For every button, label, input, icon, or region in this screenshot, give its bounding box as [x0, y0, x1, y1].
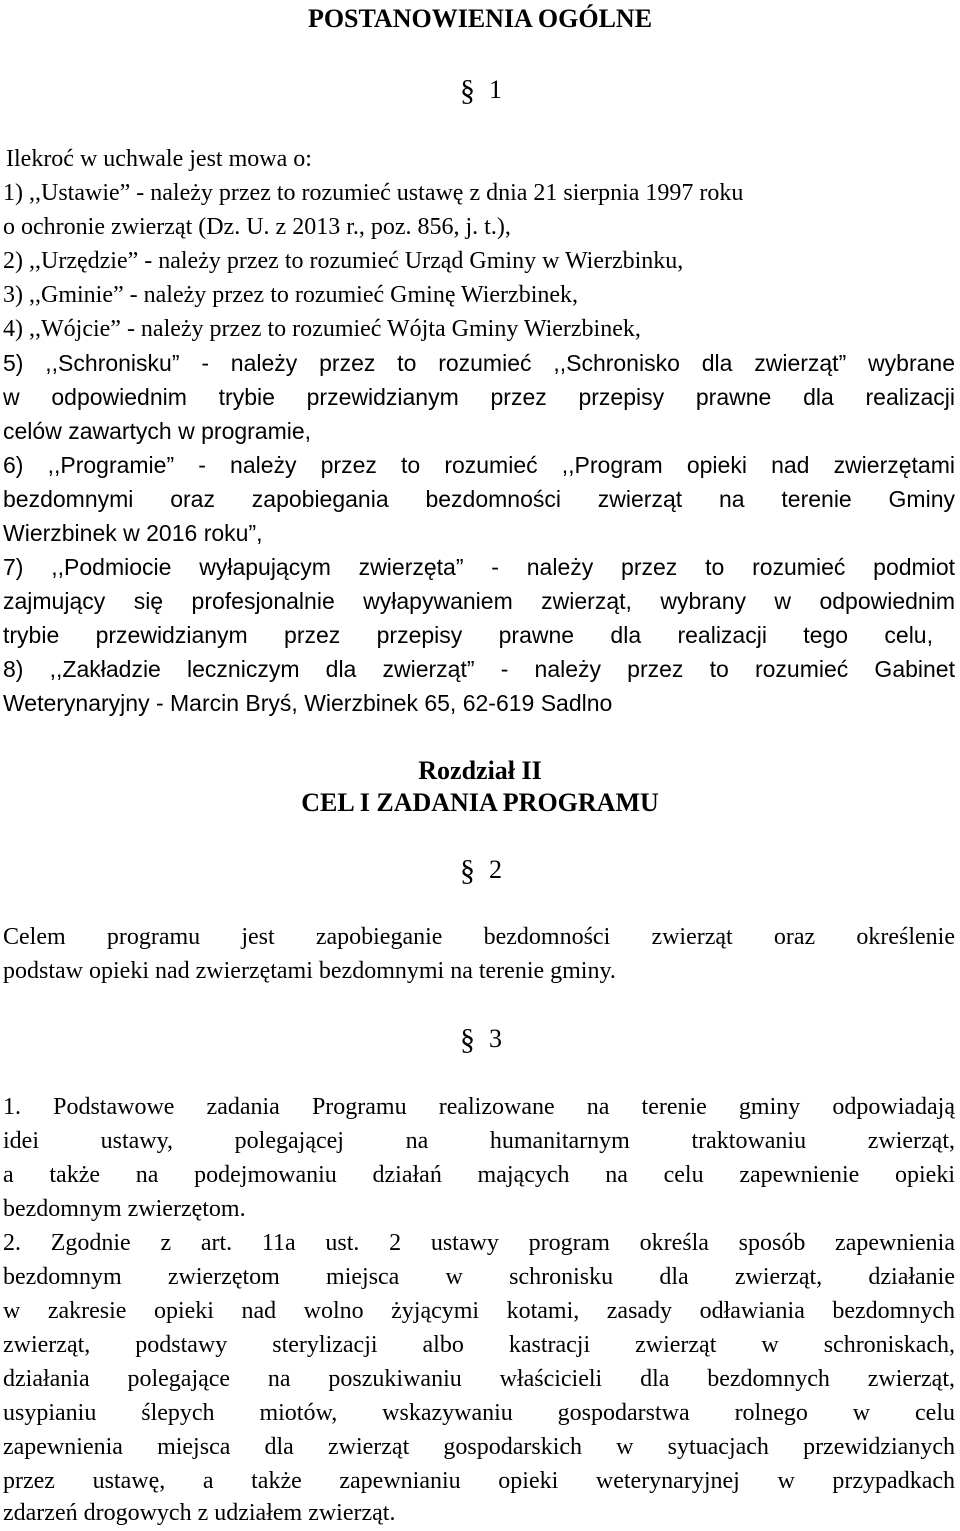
definition-6-line-1: 6) ,,Programie” - należy przez to rozumieć ,,Program opieki nad zwierzętami	[3, 452, 955, 478]
tasks-1-line-3: a także na podejmowaniu działań mających na celu zapewnienie opieki	[3, 1162, 955, 1188]
definition-1-line-2: o ochronie zwierząt (Dz. U. z 2013 r., poz. 856, j. t.),	[3, 214, 511, 240]
tasks-1-line-1: 1. Podstawowe zadania Programu realizowane na terenie gminy odpowiadają	[3, 1094, 955, 1120]
paragraph-1	[460, 73, 502, 107]
tasks-2-line-7: zapewnienia miejsca dla zwierząt gospodarskich w sytuacjach przewidzianych	[3, 1434, 955, 1460]
definition-1-line-1: 1) ,,Ustawie” - należy przez to rozumieć ustawę z dnia 21 sierpnia 1997 roku	[3, 180, 744, 206]
paragraph-1-number: 1	[489, 75, 502, 104]
definition-7-line-2: zajmujący się profesjonalnie wyłapywaniem zwierząt, wybrany w odpowiednim	[3, 588, 955, 614]
tasks-2-line-2: bezdomnym zwierzętom miejsca w schronisku dla zwierząt, działanie	[3, 1264, 955, 1290]
paragraph-sign-icon: §	[460, 74, 475, 107]
tasks-2-line-4: zwierząt, podstawy sterylizacji albo kastracji zwierząt w schroniskach,	[3, 1332, 955, 1358]
definition-8-line-2: Weterynaryjny - Marcin Bryś, Wierzbinek 65, 62-619 Sadlno	[3, 690, 613, 716]
definition-5-line-1: 5) ,,Schronisku” - należy przez to rozumieć ,,Schronisko dla zwierząt” wybrane	[3, 350, 955, 376]
definition-5-line-2: w odpowiednim trybie przewidzianym przez przepisy prawne dla realizacji	[3, 384, 955, 410]
definition-7-line-1: 7) ,,Podmiocie wyłapującym zwierzęta” - należy przez to rozumieć podmiot	[3, 554, 955, 580]
definition-4: 4) ,,Wójcie” - należy przez to rozumieć Wójta Gminy Wierzbinek,	[3, 316, 641, 342]
chapter-title: CEL I ZADANIA PROGRAMU	[301, 788, 659, 817]
goal-line-1: Celem programu jest zapobieganie bezdomności zwierząt oraz określenie	[3, 924, 955, 950]
paragraph-3-number: 3	[489, 1024, 502, 1053]
definition-2: 2) ,,Urzędzie” - należy przez to rozumieć Urząd Gminy w Wierzbinku,	[3, 248, 684, 274]
definition-6-line-2: bezdomnymi oraz zapobiegania bezdomności zwierząt na terenie Gminy	[3, 486, 955, 512]
chapter-label: Rozdział II	[418, 756, 542, 785]
definitions-intro: Ilekroć w uchwale jest mowa o:	[6, 146, 312, 172]
definition-8-line-1: 8) ,,Zakładzie leczniczym dla zwierząt” - należy przez to rozumieć Gabinet	[3, 656, 955, 682]
paragraph-2-number: 2	[489, 855, 502, 884]
paragraph-3	[460, 1022, 502, 1056]
tasks-2-line-1: 2. Zgodnie z art. 11a ust. 2 ustawy program określa sposób zapewnienia	[3, 1230, 955, 1256]
tasks-2-line-6: usypianiu ślepych miotów, wskazywaniu gospodarstwa rolnego w celu	[3, 1400, 955, 1426]
paragraph-sign-icon: §	[460, 1023, 475, 1056]
paragraph-2	[460, 853, 502, 887]
definition-6-line-3: Wierzbinek w 2016 roku”,	[3, 520, 263, 546]
paragraph-sign-icon: §	[460, 854, 475, 887]
definition-3: 3) ,,Gminie” - należy przez to rozumieć Gminę Wierzbinek,	[3, 282, 579, 308]
tasks-2-line-8: przez ustawę, a także zapewnianiu opieki weterynaryjnej w przypadkach	[3, 1468, 955, 1494]
section-title: POSTANOWIENIA OGÓLNE	[307, 4, 653, 33]
definition-7-line-3: trybie przewidzianym przez przepisy prawne dla realizacji tego celu,	[3, 622, 933, 648]
tasks-2-line-3: w zakresie opieki nad wolno żyjącymi kotami, zasady odławiania bezdomnych	[3, 1298, 955, 1324]
tasks-1-line-4: bezdomnym zwierzętom.	[3, 1196, 246, 1222]
tasks-2-line-9: zdarzeń drogowych z udziałem zwierząt.	[3, 1500, 396, 1526]
definition-5-line-3: celów zawartych w programie,	[3, 418, 312, 444]
tasks-2-line-5: działania polegające na poszukiwaniu właścicieli dla bezdomnych zwierząt,	[3, 1366, 955, 1392]
tasks-1-line-2: idei ustawy, polegającej na humanitarnym traktowaniu zwierząt,	[3, 1128, 955, 1154]
goal-line-2: podstaw opieki nad zwierzętami bezdomnymi na terenie gminy.	[3, 958, 616, 984]
